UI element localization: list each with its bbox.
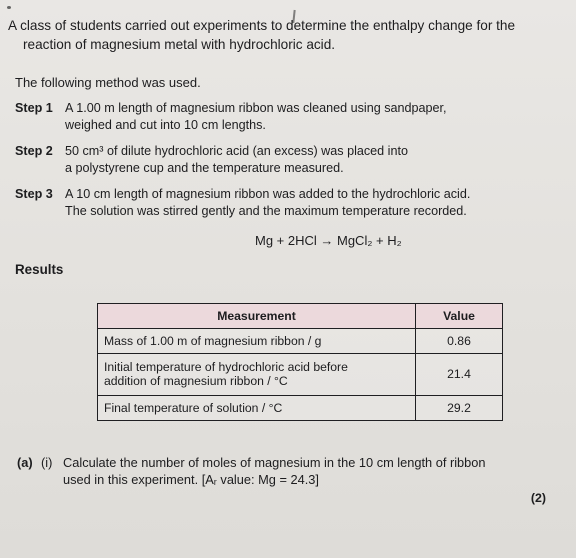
- intro-paragraph: [8, 16, 563, 54]
- results-table: [97, 303, 503, 421]
- step-3-line-2: The solution was stirred gently and the maximum temperature recorded.: [65, 204, 467, 218]
- step-1-line-1: A 1.00 m length of magnesium ribbon was cleaned using sandpaper,: [65, 101, 447, 115]
- results-heading: Results: [15, 262, 64, 277]
- step-2-label: Step 2: [15, 144, 53, 158]
- question-line-1: Calculate the number of moles of magnesium in the 10 cm length of ribbon: [63, 455, 486, 470]
- measurement-text: Final temperature of solution / °C: [104, 401, 283, 416]
- table-row: [98, 329, 503, 354]
- table-row: [98, 353, 503, 396]
- step-1-label: Step 1: [15, 101, 53, 115]
- question-part-label: (a): [17, 455, 33, 470]
- table-header-row: [98, 304, 503, 329]
- ink-dot: [7, 6, 11, 9]
- measurement-cell: [98, 329, 416, 354]
- measurement-text: Initial temperature of hydrochloric acid before: [104, 360, 348, 375]
- question-a-i: [17, 454, 552, 488]
- intro-line-2: reaction of magnesium metal with hydrochloric acid.: [23, 37, 336, 52]
- measurement-cell: [98, 396, 416, 421]
- intro-line-1: A class of students carried out experiments to determine the enthalpy change for the: [8, 18, 516, 33]
- value-cell: 0.86: [416, 329, 503, 354]
- value-cell: 21.4: [416, 353, 503, 396]
- measurement-text: Mass of 1.00 m of magnesium ribbon / g: [104, 333, 322, 348]
- measurement-column-header: Measurement: [98, 304, 416, 329]
- question-subpart-label: (i): [41, 455, 53, 470]
- step-3-text: [65, 186, 555, 220]
- value-cell: 29.2: [416, 396, 503, 421]
- step-2-text: [65, 143, 555, 177]
- measurement-cell: [98, 353, 416, 396]
- step-2-line-1: 50 cm³ of dilute hydrochloric acid (an excess) was placed into: [65, 144, 408, 158]
- step-2-line-2: a polystyrene cup and the temperature measured.: [65, 161, 344, 175]
- step-1-text: [65, 100, 555, 134]
- marks-label: (2): [530, 491, 546, 505]
- measurement-text: addition of magnesium ribbon / °C: [104, 374, 288, 389]
- chemical-equation: Mg + 2HCl → MgCl₂ + H₂: [255, 233, 402, 248]
- question-text: [63, 454, 486, 488]
- step-3-label: Step 3: [15, 187, 53, 201]
- step-3: [15, 186, 555, 220]
- step-1: [15, 100, 555, 134]
- method-statement: The following method was used.: [15, 75, 201, 90]
- step-3-line-1: A 10 cm length of magnesium ribbon was added to the hydrochloric acid.: [65, 187, 471, 201]
- value-column-header: Value: [416, 304, 503, 329]
- question-line-2: used in this experiment. [Aᵣ value: Mg = 24.3]: [63, 472, 319, 487]
- step-1-line-2: weighed and cut into 10 cm lengths.: [65, 118, 266, 132]
- table-row: [98, 396, 503, 421]
- step-2: [15, 143, 555, 177]
